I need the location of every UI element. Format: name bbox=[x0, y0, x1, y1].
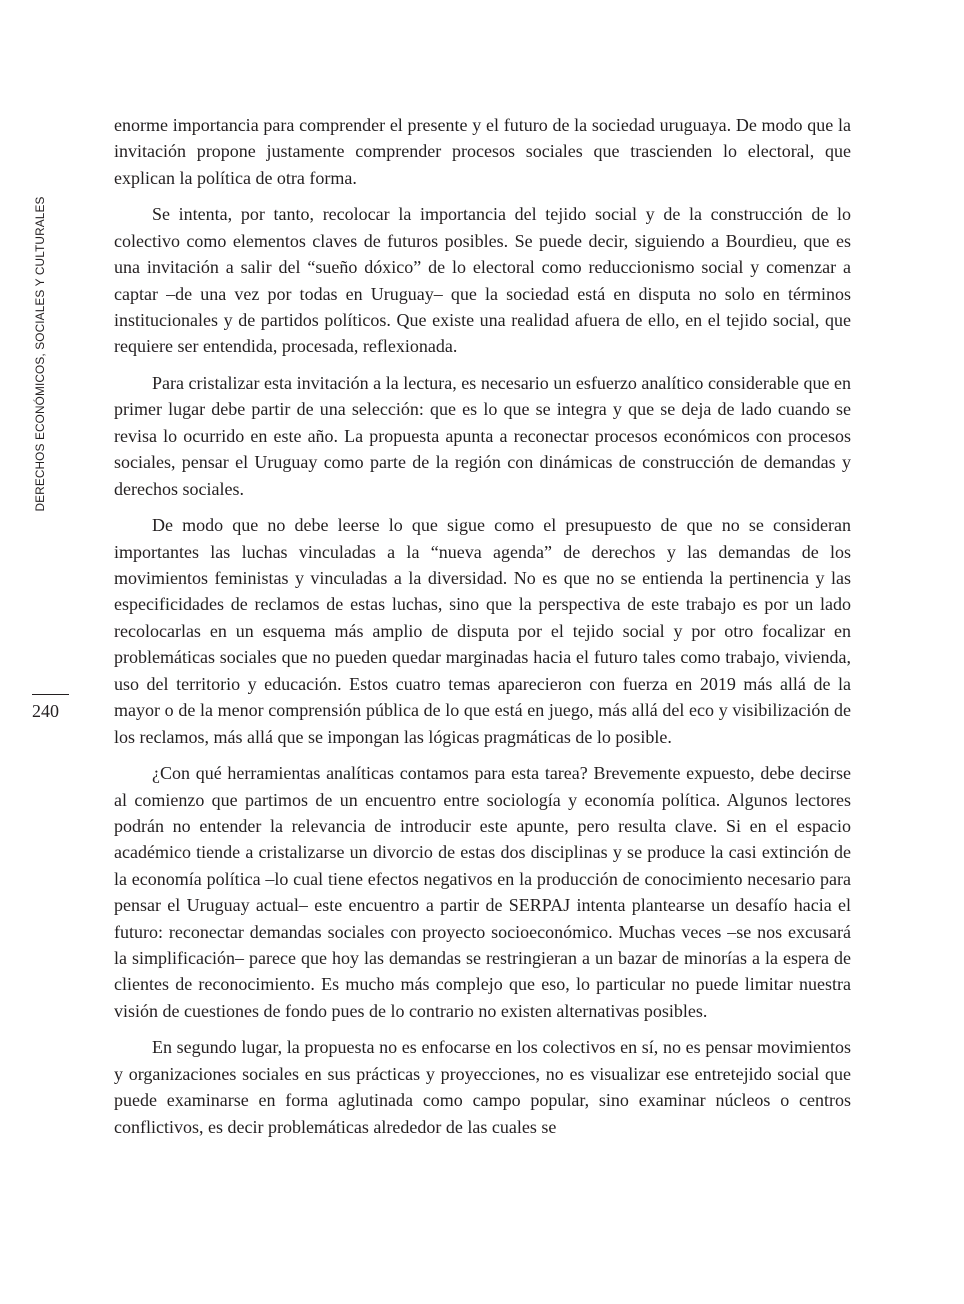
body-text bbox=[114, 112, 851, 1150]
paragraph: Para cristalizar esta invitación a la lectura, es necesario un esfuerzo analítico considerable que en primer lugar debe partir de una selección: que es lo que se integra y que se deja de lado cuando se revisa lo ocurrido en este año. La propuesta apunta a reconectar procesos económicos con procesos sociales, pensar el Uruguay como parte de la región con dinámicas de construcción de demandas y derechos sociales. bbox=[114, 373, 851, 499]
paragraph: En segundo lugar, la propuesta no es enfocarse en los colectivos en sí, no es pensar movimientos y organizaciones sociales en sus prácticas y proyecciones, no es visualizar ese entretejido social que puede examinarse en forma aglutinada como campo popular, sino examinar núcleos o centros conflictivos, es decir problemáticas alrededor de las cuales se bbox=[114, 1037, 851, 1137]
page-number-rule bbox=[32, 694, 69, 695]
paragraph: De modo que no debe leerse lo que sigue como el presupuesto de que no se consideran importantes las luchas vinculadas a la “nueva agenda” de derechos y las demandas de los movimientos feministas y vinculadas a la diversidad. No es que no se entienda la pertinencia y las especificidades de reclamos de estas luchas, sino que la perspectiva de este trabajo es por un lado recolocarlas en un esquema más amplio de disputa por el tejido social y por otro focalizar en problemáticas sociales que no pueden quedar marginadas hacia el futuro tales como trabajo, vivienda, uso del territorio y educación. Estos cuatro temas aparecieron con fuerza en 2019 más allá de la mayor o de la menor comprensión pública de lo que está en juego, más allá del eco y visibilización de los reclamos, más allá que se impongan las lógicas pragmáticas de lo posible. bbox=[114, 515, 851, 747]
paragraph: enorme importancia para comprender el presente y el futuro de la sociedad uruguaya. De modo que la invitación propone justamente comprender procesos sociales que trascienden lo electoral, que explican la política de otra forma. bbox=[114, 115, 851, 188]
paragraph: Se intenta, por tanto, recolocar la importancia del tejido social y de la construcción de lo colectivo como elementos claves de futuros posibles. Se puede decir, siguiendo a Bourdieu, que es una invitación a salir del “sueño dóxico” de lo electoral como reduccionismo social y comenzar a captar –de una vez por todas en Uruguay– que la sociedad está en disputa no solo en términos institucionales y de partidos políticos. Que existe una realidad afuera de ello, en el tejido social, que requiere ser entendida, procesada, reflexionada. bbox=[114, 204, 851, 357]
running-header: DERECHOS ECONÓMICOS, SOCIALES Y CULTURALES bbox=[33, 196, 47, 512]
page-number: 240 bbox=[32, 701, 59, 721]
paragraph: ¿Con qué herramientas analíticas contamos para esta tarea? Brevemente expuesto, debe decirse al comienzo que partimos de un encuentro entre sociología y economía política. Algunos lectores podrán no entender la relevancia de introducir este apunte, pero resulta clave. Si en el espacio académico tiende a cristalizarse un divorcio de estas dos disciplinas y se produce la casi extinción de la economía política –lo cual tiene efectos negativos en la producción de conocimiento necesario para pensar el Uruguay actual– este encuentro a partir de SERPAJ intenta plantearse un desafío hacia el futuro: reconectar demandas sociales con proyecto socioeconómico. Muchas veces –se nos excusará la simplificación– parece que hoy las demandas se restringieran a un bazar de minorías a la espera de clientes de reconocimiento. Es mucho más complejo que eso, lo particular no puede limitar nuestra visión de cuestiones de fondo pues de lo contrario no existen alternativas posibles. bbox=[114, 763, 851, 1021]
